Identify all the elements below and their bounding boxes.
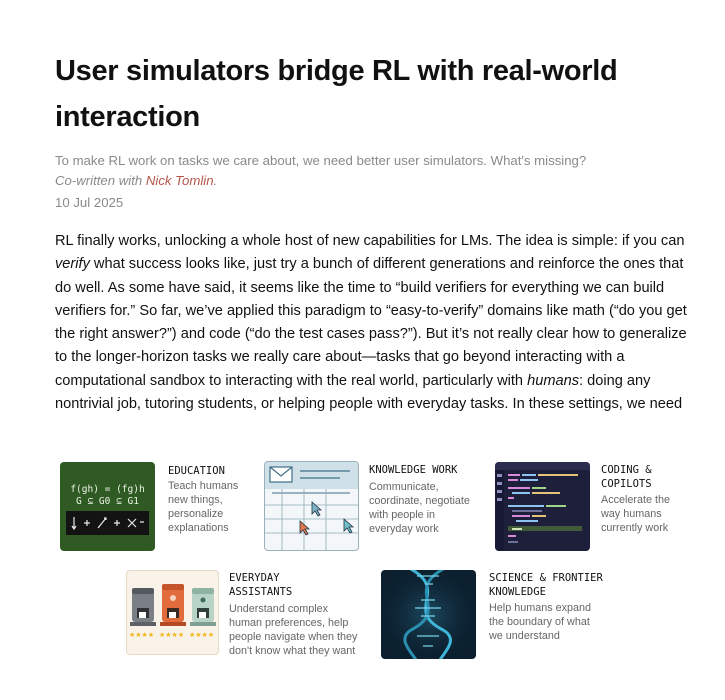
- coffee-machine-icon: [126, 570, 219, 655]
- article-title: [55, 48, 685, 140]
- body-line-2-rest: what success looks like, just try a bunch of different generations and reinforce the ones that: [89, 256, 684, 273]
- coding-desc: Accelerate the way humans currently work: [601, 494, 671, 534]
- code-editor-icon: [495, 462, 590, 551]
- svg-text:★★★★: ★★★★: [129, 631, 155, 639]
- article-body: [55, 230, 687, 416]
- body-em-verify: verify: [55, 256, 90, 273]
- body-line-6: to the longer-horizon tasks we really care about—tasks that go beyond interacting with a: [55, 349, 625, 366]
- code-editor-image: [495, 462, 590, 551]
- body-line-7: [55, 370, 675, 393]
- publish-date: 10 Jul 2025: [55, 195, 124, 210]
- cowritten-suffix: .: [213, 173, 218, 188]
- education-title: EDUCATION: [168, 465, 225, 477]
- coauthor-link[interactable]: Nick Tomlin: [145, 173, 214, 188]
- body-line-1: RL finally works, unlocking a whole host of new capabilities for LMs. The idea is simple: if you can: [55, 233, 685, 249]
- cursor-icon: [344, 519, 353, 533]
- svg-text:★★★★: ★★★★: [159, 631, 185, 639]
- coding-title: CODING & COPILOTS: [601, 464, 652, 490]
- education-desc: Teach humans new things, personalize explanations: [168, 480, 239, 534]
- spreadsheet-email-image: [264, 461, 359, 551]
- rating-stars: [129, 631, 214, 639]
- body-line-2: [55, 253, 684, 276]
- cowritten-prefix: Co-written with: [55, 173, 146, 188]
- everyday-title: EVERYDAY ASSISTANTS: [229, 572, 293, 598]
- body-em-humans: humans: [527, 372, 580, 389]
- body-line-7-pre: computational sandbox to interacting with the real world, particularly with: [55, 372, 528, 389]
- body-line-5: the right answer?”) and code (“do the test cases pass?”). But it’s not really clear how to generalize: [55, 326, 687, 343]
- chalkboard-image: [60, 462, 155, 551]
- dna-helix-image: [381, 570, 476, 659]
- body-line-7-post: : doing any: [579, 372, 651, 389]
- article-title-line-1: User simulators bridge RL with real-world: [55, 55, 618, 87]
- science-desc: Help humans expand the boundary of what we understand: [489, 602, 592, 642]
- coffee-machines-image: [126, 570, 219, 655]
- science-title: SCIENCE & FRONTIER KNOWLEDGE: [489, 572, 603, 598]
- spreadsheet-icon: [264, 461, 359, 551]
- everyday-desc: Understand complex human preferences, help people navigate when they don't know what they want: [229, 603, 358, 657]
- body-line-4: verifiers for.” So far, we’ve applied this paradigm to “easy-to-verify” domains like math (“do you get: [55, 302, 687, 319]
- knowledge-desc: Communicate, coordinate, negotiate with people in everyday work: [369, 481, 470, 535]
- chalkboard-formula-2: G ⊆ G0 ⊆ G1: [76, 496, 139, 507]
- chalkboard-equation-icon: [60, 462, 155, 551]
- chalkboard-formula-1: f(gh) = (fg)h: [70, 484, 145, 495]
- knowledge-title: KNOWLEDGE WORK: [369, 464, 458, 476]
- svg-text:★★★★: ★★★★: [189, 631, 215, 639]
- body-line-3: do well. As some have said, it seems like the time to “build verifiers for everything we can build: [55, 279, 665, 296]
- body-line-8: nontrivial job, tutoring students, or helping people with everyday tasks. In these settings, we need: [55, 396, 683, 413]
- coauthor-line: [55, 171, 217, 191]
- article-subtitle: To make RL work on tasks we care about, we need better user simulators. What's missing?: [55, 153, 587, 168]
- cursor-icon: [312, 502, 321, 516]
- article-title-line-2: interaction: [55, 101, 200, 133]
- dna-helix-icon: [381, 570, 476, 659]
